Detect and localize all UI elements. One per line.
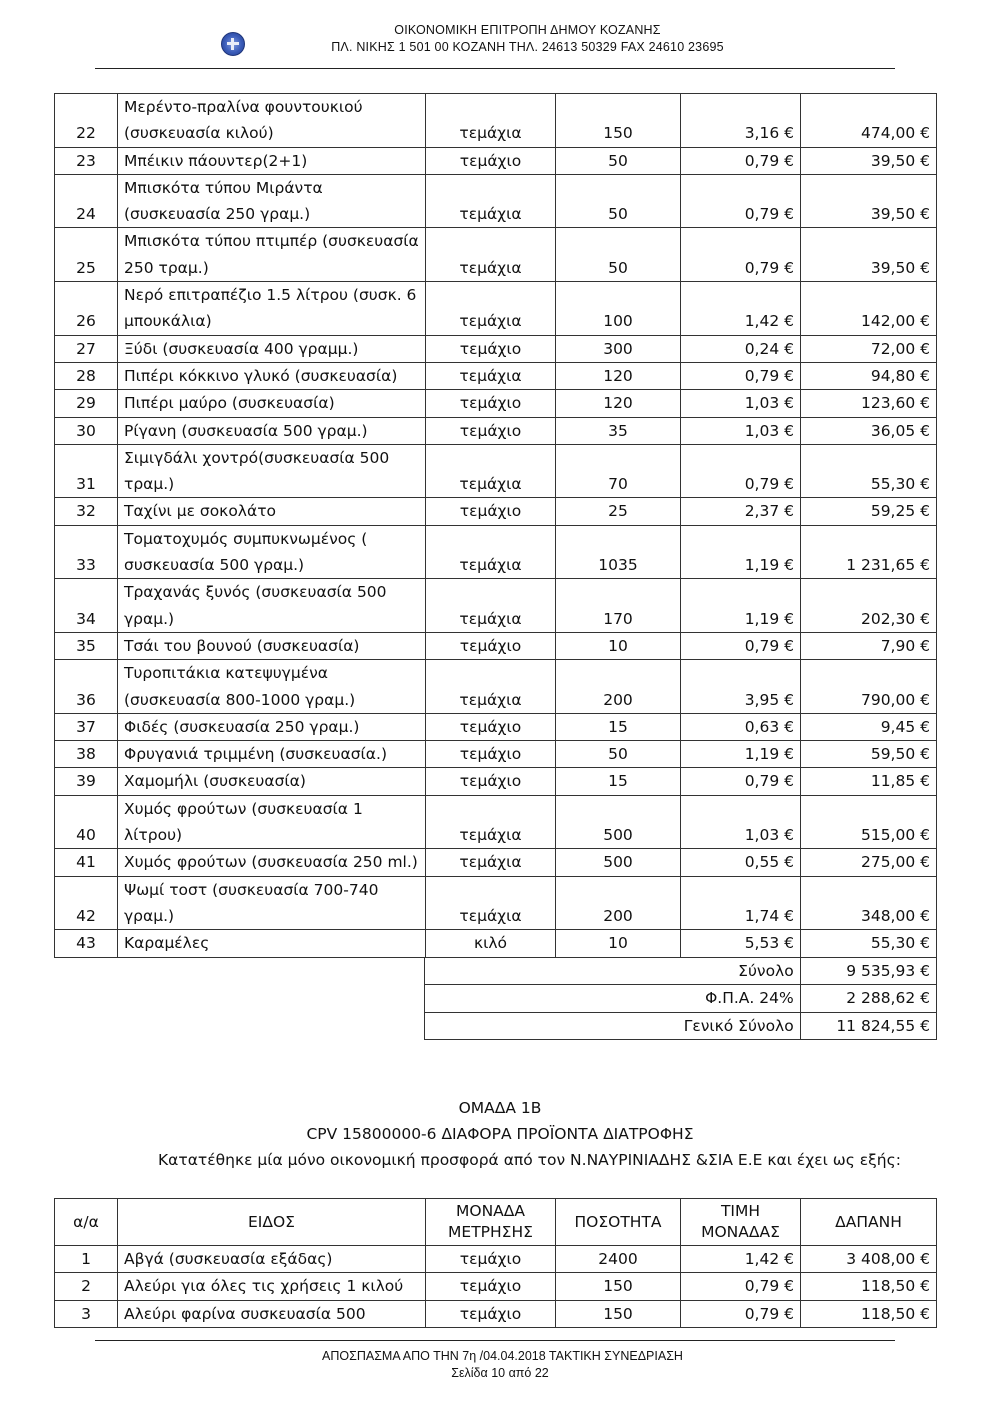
row-number: 29: [55, 390, 118, 417]
col-header-unit: ΜΟΝΑΔΑ ΜΕΤΡΗΣΗΣ: [426, 1199, 556, 1246]
row-number: 26: [55, 282, 118, 336]
unit-price: 0,79 €: [681, 362, 801, 389]
grand-total-label: Γενικό Σύνολο: [425, 1012, 801, 1039]
quantity: 500: [556, 849, 681, 876]
unit-of-measure: τεμάχιο: [426, 417, 556, 444]
table-row: [55, 174, 937, 228]
item-description: Ταχίνι με σοκολάτο: [118, 498, 426, 525]
page-header: [0, 22, 1000, 56]
table-row: [55, 579, 937, 633]
table-row: [55, 660, 937, 714]
quantity: 35: [556, 417, 681, 444]
row-number: 27: [55, 335, 118, 362]
row-number: 25: [55, 228, 118, 282]
item-description: Ψωμί τοστ (συσκευασία 700-740 γραμ.): [118, 876, 426, 930]
item-description: Σιμιγδάλι χοντρό(συσκευασία 500 τραμ.): [118, 444, 426, 498]
item-description: Ξύδι (συσκευασία 400 γραμμ.): [118, 335, 426, 362]
table-row: [55, 498, 937, 525]
table-row: [55, 713, 937, 740]
quantity: 150: [556, 1300, 681, 1327]
unit-price: 5,53 €: [681, 930, 801, 957]
row-number: 41: [55, 849, 118, 876]
unit-price: 0,79 €: [681, 228, 801, 282]
items-table-group-1b: [54, 1198, 937, 1328]
item-description: Τυροπιτάκια κατεψυγμένα (συσκευασία 800-1000 γραμ.): [118, 660, 426, 714]
cost: 36,05 €: [801, 417, 937, 444]
unit-price: 0,63 €: [681, 713, 801, 740]
row-number: 24: [55, 174, 118, 228]
unit-of-measure: τεμάχιο: [426, 768, 556, 795]
unit-price: 1,19 €: [681, 525, 801, 579]
unit-of-measure: τεμάχια: [426, 525, 556, 579]
row-number: 40: [55, 795, 118, 849]
table-row: [55, 1300, 937, 1327]
cost: 39,50 €: [801, 174, 937, 228]
table-row: [55, 94, 937, 148]
table-row: [55, 768, 937, 795]
page-footer: [0, 1348, 1000, 1382]
footer-divider: [95, 1340, 895, 1341]
unit-price: 2,37 €: [681, 498, 801, 525]
row-number: 42: [55, 876, 118, 930]
unit-price: 3,95 €: [681, 660, 801, 714]
item-description: Μπισκότα τύπου πτιμπέρ (συσκευασία 250 τραμ.): [118, 228, 426, 282]
table-row: [55, 1246, 937, 1273]
quantity: 300: [556, 335, 681, 362]
quantity: 1035: [556, 525, 681, 579]
item-description: Νερό επιτραπέζιο 1.5 λίτρου (συσκ. 6 μπουκάλια): [118, 282, 426, 336]
row-number: 34: [55, 579, 118, 633]
unit-of-measure: τεμάχια: [426, 795, 556, 849]
vat-value: 2 288,62 €: [800, 985, 936, 1012]
unit-price: 1,03 €: [681, 390, 801, 417]
row-number: 28: [55, 362, 118, 389]
quantity: 50: [556, 228, 681, 282]
unit-of-measure: τεμάχια: [426, 228, 556, 282]
unit-of-measure: τεμάχια: [426, 282, 556, 336]
unit-price: 0,79 €: [681, 147, 801, 174]
unit-price: 1,03 €: [681, 795, 801, 849]
unit-of-measure: τεμάχιο: [426, 632, 556, 659]
subtotal-row: [425, 958, 937, 985]
table-row: [55, 282, 937, 336]
footer-minutes-ref: ΑΠΟΣΠΑΣΜΑ ΑΠΟ ΤΗΝ 7η /04.04.2018 ΤΑΚΤΙΚΗ ΣΥΝΕΔΡΙΑΣΗ: [322, 1349, 683, 1363]
item-description: Χαμομήλι (συσκευασία): [118, 768, 426, 795]
table-row: [55, 525, 937, 579]
vat-row: [425, 985, 937, 1012]
item-description: Τοματοχυμός συμπυκνωμένος ( συσκευασία 500 γραμ.): [118, 525, 426, 579]
cost: 123,60 €: [801, 390, 937, 417]
unit-of-measure: τεμάχιο: [426, 713, 556, 740]
unit-price: 3,16 €: [681, 94, 801, 148]
cost: 7,90 €: [801, 632, 937, 659]
item-description: Χυμός φρούτων (συσκευασία 1 λίτρου): [118, 795, 426, 849]
col-header-cost: ΔΑΠΑΝΗ: [801, 1199, 937, 1246]
item-description: Μερέντο-πραλίνα φουντουκιού (συσκευασία κιλού): [118, 94, 426, 148]
item-description: Φρυγανιά τριμμένη (συσκευασία.): [118, 741, 426, 768]
table-row: [55, 1273, 937, 1300]
item-description: Μπέικιν πάουντερ(2+1): [118, 147, 426, 174]
row-number: 39: [55, 768, 118, 795]
cost: 39,50 €: [801, 147, 937, 174]
unit-of-measure: τεμάχιο: [426, 390, 556, 417]
offer-paragraph: Κατατέθηκε μία μόνο οικονομική προσφορά από τον Ν.ΝΑΥΡΙΝΙΑΔΗΣ &ΣΙΑ Ε.Ε και έχει ως εξής:: [158, 1151, 901, 1169]
header-divider: [95, 68, 895, 69]
unit-of-measure: τεμάχια: [426, 94, 556, 148]
item-description: Καραμέλες: [118, 930, 426, 957]
table-row: [55, 632, 937, 659]
unit-of-measure: τεμάχια: [426, 579, 556, 633]
quantity: 70: [556, 444, 681, 498]
unit-of-measure: τεμάχιο: [426, 1273, 556, 1300]
row-number: 35: [55, 632, 118, 659]
unit-price: 0,79 €: [681, 768, 801, 795]
cost: 9,45 €: [801, 713, 937, 740]
row-number: 43: [55, 930, 118, 957]
row-number: 38: [55, 741, 118, 768]
table-row: [55, 228, 937, 282]
cost: 118,50 €: [801, 1273, 937, 1300]
cost: 474,00 €: [801, 94, 937, 148]
cost: 94,80 €: [801, 362, 937, 389]
unit-price: 1,03 €: [681, 417, 801, 444]
table-row: [55, 876, 937, 930]
item-description: Ρίγανη (συσκευασία 500 γραμ.): [118, 417, 426, 444]
unit-price: 0,24 €: [681, 335, 801, 362]
col-header-qty: ΠΟΣΟΤΗΤΑ: [556, 1199, 681, 1246]
vat-label: Φ.Π.Α. 24%: [425, 985, 801, 1012]
unit-price: 0,79 €: [681, 632, 801, 659]
unit-price: 1,74 €: [681, 876, 801, 930]
unit-of-measure: τεμάχια: [426, 849, 556, 876]
cost: 59,50 €: [801, 741, 937, 768]
header-address: ΠΛ. ΝΙΚΗΣ 1 501 00 ΚΟΖΑΝΗ ΤΗΛ. 24613 50329 FAX 24610 23695: [331, 40, 724, 54]
table-row: [55, 417, 937, 444]
cost: 59,25 €: [801, 498, 937, 525]
cost: 142,00 €: [801, 282, 937, 336]
quantity: 170: [556, 579, 681, 633]
row-number: 23: [55, 147, 118, 174]
table-row: [55, 335, 937, 362]
table-row: [55, 849, 937, 876]
table-row: [55, 930, 937, 957]
cpv-heading: CPV 15800000-6 ΔΙΑΦΟΡΑ ΠΡΟΪΟΝΤΑ ΔΙΑΤΡΟΦΗΣ: [306, 1125, 694, 1143]
item-description: Τσάι του βουνού (συσκευασία): [118, 632, 426, 659]
row-number: 37: [55, 713, 118, 740]
item-description: Τραχανάς ξυνός (συσκευασία 500 γραμ.): [118, 579, 426, 633]
cost: 515,00 €: [801, 795, 937, 849]
grand-total-value: 11 824,55 €: [800, 1012, 936, 1039]
unit-price: 1,42 €: [681, 282, 801, 336]
unit-of-measure: τεμάχια: [426, 362, 556, 389]
cost: 72,00 €: [801, 335, 937, 362]
totals-table: [424, 957, 937, 1040]
page-number: Σελίδα 10 από 22: [451, 1366, 549, 1380]
cost: 55,30 €: [801, 930, 937, 957]
item-description: Αβγά (συσκευασία εξάδας): [118, 1246, 426, 1273]
unit-price: 1,19 €: [681, 579, 801, 633]
unit-of-measure: τεμάχιο: [426, 335, 556, 362]
quantity: 10: [556, 632, 681, 659]
cost: 118,50 €: [801, 1300, 937, 1327]
table-row: [55, 444, 937, 498]
row-number: 32: [55, 498, 118, 525]
quantity: 200: [556, 660, 681, 714]
cost: 348,00 €: [801, 876, 937, 930]
item-description: Χυμός φρούτων (συσκευασία 250 ml.): [118, 849, 426, 876]
cost: 3 408,00 €: [801, 1246, 937, 1273]
quantity: 50: [556, 741, 681, 768]
unit-price: 0,79 €: [681, 1300, 801, 1327]
table-row: [55, 390, 937, 417]
row-number: 1: [55, 1246, 118, 1273]
cost: 275,00 €: [801, 849, 937, 876]
unit-of-measure: τεμάχια: [426, 174, 556, 228]
unit-of-measure: τεμάχια: [426, 876, 556, 930]
cost: 202,30 €: [801, 579, 937, 633]
cost: 790,00 €: [801, 660, 937, 714]
quantity: 25: [556, 498, 681, 525]
unit-price: 0,79 €: [681, 1273, 801, 1300]
table-header-row: [55, 1199, 937, 1246]
col-header-desc: ΕΙΔΟΣ: [118, 1199, 426, 1246]
unit-of-measure: τεμάχια: [426, 660, 556, 714]
cost: 55,30 €: [801, 444, 937, 498]
unit-of-measure: κιλό: [426, 930, 556, 957]
unit-price: 0,55 €: [681, 849, 801, 876]
unit-of-measure: τεμάχιο: [426, 1300, 556, 1327]
unit-price: 1,42 €: [681, 1246, 801, 1273]
quantity: 120: [556, 390, 681, 417]
unit-of-measure: τεμάχια: [426, 444, 556, 498]
quantity: 500: [556, 795, 681, 849]
cost: 1 231,65 €: [801, 525, 937, 579]
quantity: 50: [556, 147, 681, 174]
quantity: 2400: [556, 1246, 681, 1273]
subtotal-value: 9 535,93 €: [800, 958, 936, 985]
quantity: 100: [556, 282, 681, 336]
grand-total-row: [425, 1012, 937, 1039]
row-number: 31: [55, 444, 118, 498]
quantity: 10: [556, 930, 681, 957]
table-row: [55, 741, 937, 768]
table-row: [55, 362, 937, 389]
item-description: Πιπέρι κόκκινο γλυκό (συσκευασία): [118, 362, 426, 389]
quantity: 150: [556, 1273, 681, 1300]
unit-of-measure: τεμάχιο: [426, 1246, 556, 1273]
row-number: 2: [55, 1273, 118, 1300]
unit-of-measure: τεμάχιο: [426, 147, 556, 174]
row-number: 22: [55, 94, 118, 148]
quantity: 150: [556, 94, 681, 148]
group-heading: ΟΜΑΔΑ 1Β: [458, 1099, 542, 1117]
quantity: 120: [556, 362, 681, 389]
item-description: Φιδές (συσκευασία 250 γραμ.): [118, 713, 426, 740]
table-row: [55, 795, 937, 849]
unit-price: 1,19 €: [681, 741, 801, 768]
col-header-price: ΤΙΜΗ ΜΟΝΑΔΑΣ: [681, 1199, 801, 1246]
unit-of-measure: τεμάχιο: [426, 498, 556, 525]
quantity: 15: [556, 768, 681, 795]
items-table-group-1a: [54, 93, 937, 958]
item-description: Αλεύρι για όλες τις χρήσεις 1 κιλού: [118, 1273, 426, 1300]
col-header-num: α/α: [55, 1199, 118, 1246]
subtotal-label: Σύνολο: [425, 958, 801, 985]
row-number: 36: [55, 660, 118, 714]
row-number: 3: [55, 1300, 118, 1327]
cost: 39,50 €: [801, 228, 937, 282]
row-number: 30: [55, 417, 118, 444]
unit-price: 0,79 €: [681, 174, 801, 228]
cost: 11,85 €: [801, 768, 937, 795]
unit-price: 0,79 €: [681, 444, 801, 498]
quantity: 50: [556, 174, 681, 228]
header-title: ΟΙΚΟΝΟΜΙΚΗ ΕΠΙΤΡΟΠΗ ΔΗΜΟΥ ΚΟΖΑΝΗΣ: [394, 23, 661, 37]
table-row: [55, 147, 937, 174]
row-number: 33: [55, 525, 118, 579]
unit-of-measure: τεμάχιο: [426, 741, 556, 768]
item-description: Πιπέρι μαύρο (συσκευασία): [118, 390, 426, 417]
item-description: Αλεύρι φαρίνα συσκευασία 500: [118, 1300, 426, 1327]
quantity: 15: [556, 713, 681, 740]
quantity: 200: [556, 876, 681, 930]
item-description: Μπισκότα τύπου Μιράντα (συσκευασία 250 γραμ.): [118, 174, 426, 228]
